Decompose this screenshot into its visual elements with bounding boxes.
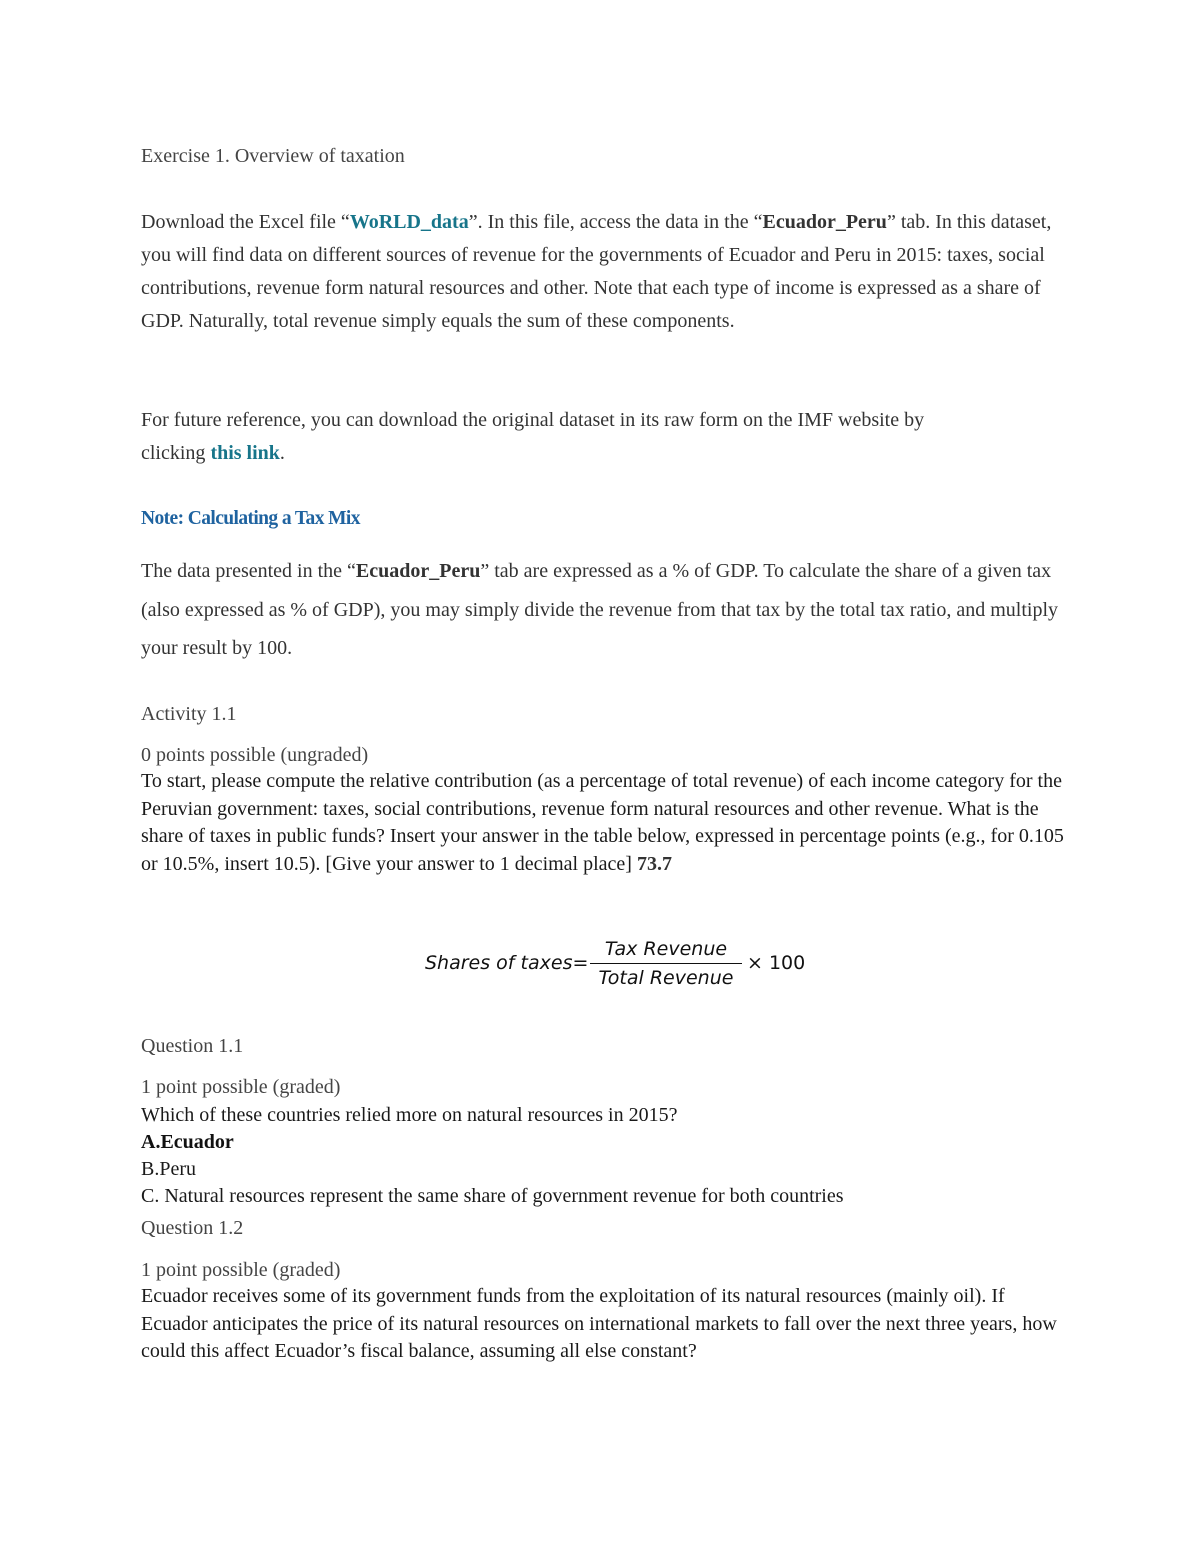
intro-paragraph — [141, 206, 1071, 338]
formula-denominator: Total Revenue — [598, 967, 734, 989]
activity-text: To start, please compute the relative contribution (as a percentage of total revenue) of each income category for the Peruvian government: taxes, social contributions, revenue form natural resources and other revenue. What is the share of taxes in public funds? Insert your answer in the table below, expressed in percentage points (e.g., for 0.105 or 10.5%, insert 10.5). [Give your answer to 1 decimal place] — [141, 770, 1064, 875]
question-1-prompt: Which of these countries relied more on natural resources in 2015? — [141, 1104, 678, 1126]
reference-text-1: For future reference, you can download the original dataset in its raw form on the IMF website by clicking — [141, 409, 925, 464]
formula-equals: = — [572, 952, 589, 974]
question-2-title: Question 1.2 — [141, 1217, 244, 1239]
question-2-points: 1 point possible (graded) — [141, 1259, 341, 1281]
intro-text-3: ” tab. In this dataset, you will find data on different sources of revenue for the governments of Ecuador and Peru in 2015: taxes, social contributions, revenue form natural resources and other. Note that each type of income is expressed as a share of GDP. Naturally, total revenue simply equals the sum of these components. — [141, 211, 1052, 332]
question-1-points: 1 point possible (graded) — [141, 1076, 341, 1098]
formula-numerator: Tax Revenue — [604, 938, 728, 960]
share-formula — [425, 935, 825, 995]
question-1-option-b[interactable]: B.Peru — [141, 1158, 196, 1180]
note-tab-name: Ecuador_Peru — [355, 560, 481, 582]
formula-lhs: Shares of taxes= — [425, 952, 589, 974]
activity-answer: 73.7 — [636, 852, 672, 875]
activity-points: 0 points possible (ungraded) — [141, 744, 369, 766]
file-link[interactable]: WoRLD_data — [349, 211, 469, 233]
activity-title: Activity 1.1 — [141, 703, 237, 725]
intro-text-1: Download the Excel file “ — [141, 211, 350, 233]
note-paragraph — [141, 552, 1071, 668]
question-1-title: Question 1.1 — [141, 1035, 244, 1057]
note-text-2: ” tab are expressed as a % of GDP. To calculate the share of a given tax (also expressed as % of GDP), you may simply divide the revenue from that tax by the total tax ratio, and multiply your result by 100. — [141, 560, 1059, 659]
question-1-option-a[interactable]: A.Ecuador — [141, 1131, 234, 1153]
formula-fraction — [588, 935, 744, 992]
intro-text-2: ”. In this file, access the data in the “ — [468, 211, 763, 233]
reference-paragraph — [141, 404, 981, 470]
note-text-1: The data presented in the “ — [141, 560, 356, 582]
reference-text-2: . — [279, 442, 285, 464]
exercise-title: Exercise 1. Overview of taxation — [141, 145, 405, 167]
formula-multiplier: × 100 — [747, 952, 806, 974]
activity-body — [141, 768, 1071, 878]
tab-name: Ecuador_Peru — [762, 211, 887, 233]
note-heading: Note: Calculating a Tax Mix — [141, 508, 360, 529]
question-2-body: Ecuador receives some of its government funds from the exploitation of its natural resources (mainly oil). If Ecuador anticipates the price of its natural resources on international markets to fall over the next three years, how could this affect Ecuador’s fiscal balance, assuming all else constant? — [141, 1285, 1057, 1362]
imf-link[interactable]: this link — [210, 442, 280, 464]
question-1-option-c[interactable]: C. Natural resources represent the same share of government revenue for both countries — [141, 1185, 844, 1207]
